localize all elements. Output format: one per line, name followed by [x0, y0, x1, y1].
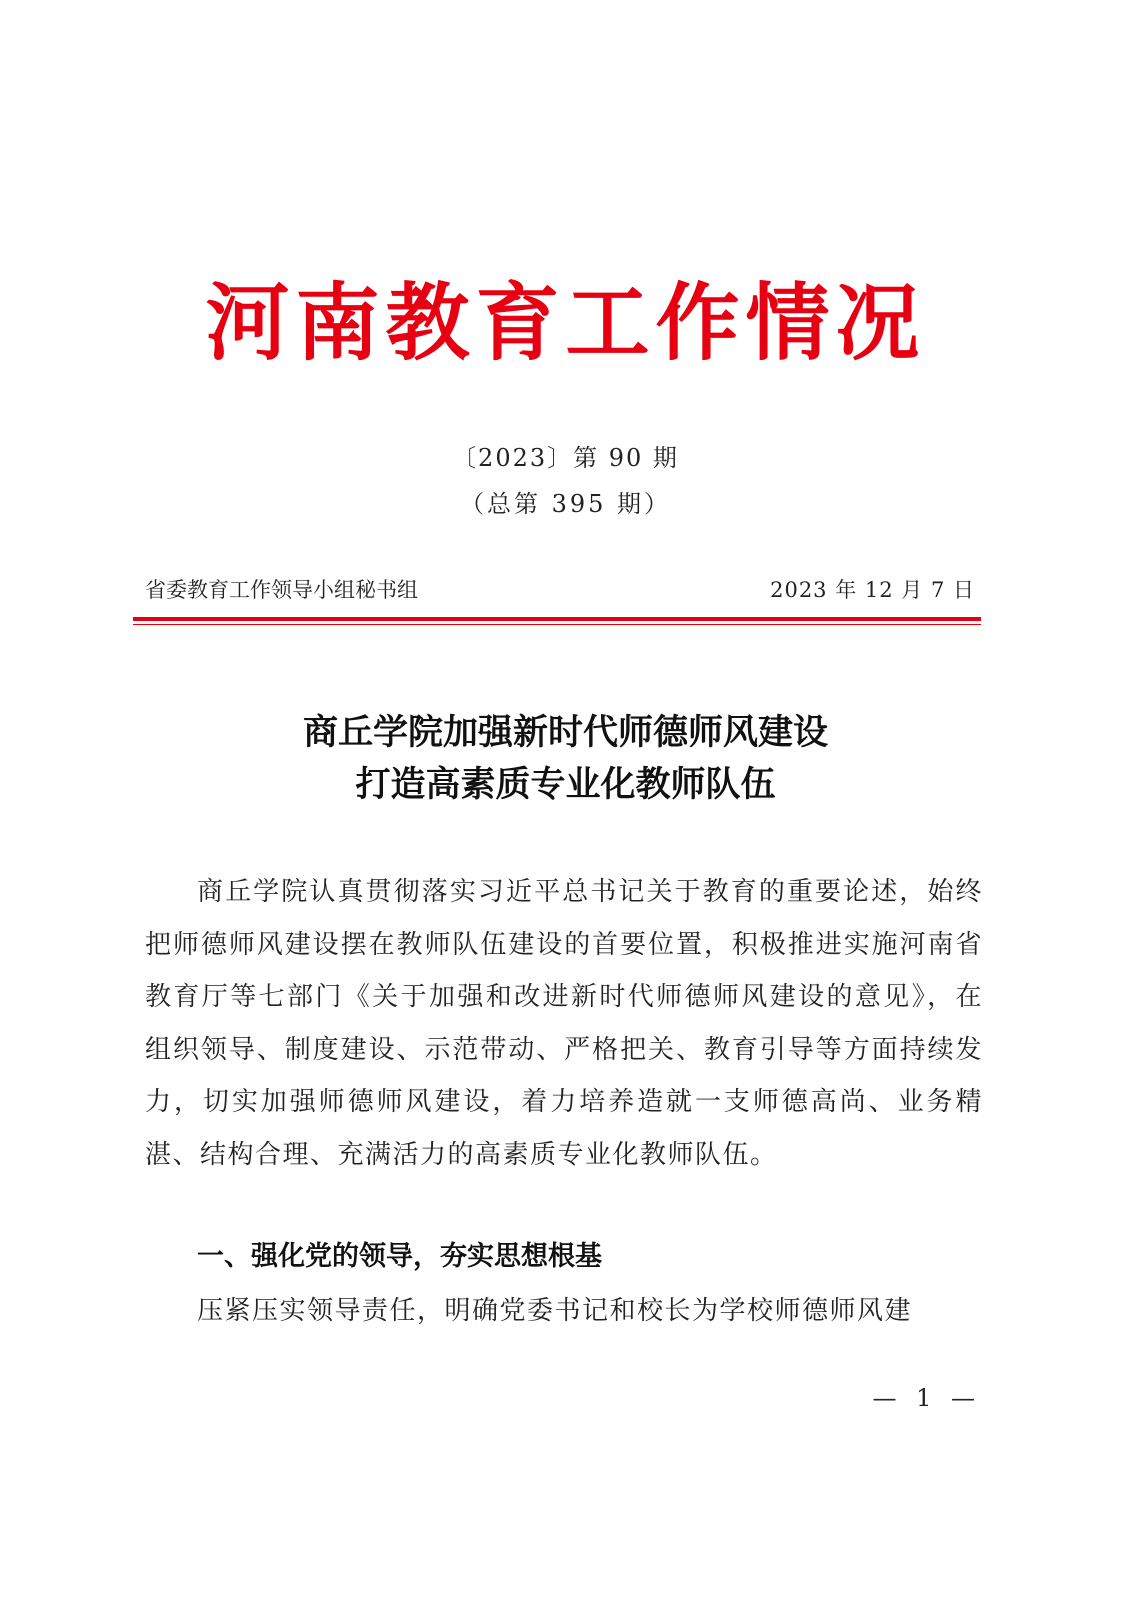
section-heading: 一、强化党的领导，夯实思想根基	[197, 1241, 602, 1272]
issue-date: 2023 年 12 月 7 日	[770, 578, 975, 602]
red-divider-thick	[133, 617, 981, 621]
issuer: 省委教育工作领导小组秘书组	[145, 578, 418, 602]
page-number: — 1 —	[872, 1384, 981, 1412]
masthead-title: 河南教育工作情况	[205, 274, 926, 372]
meta-row	[145, 574, 975, 606]
paragraph-section1: 压紧压实领导责任，明确党委书记和校长为学校师德师风建	[197, 1296, 913, 1326]
issue-total: （总第 395 期）	[459, 490, 672, 518]
red-divider-thin	[133, 624, 981, 625]
paragraph-intro: 商丘学院认真贯彻落实习近平总书记关于教育的重要论述，始终把师德师风建设摆在教师队伍建设的首要位置，积极推进实施河南省教育厅等七部门《关于加强和改进新时代师德师风建设的意见》，在组织领导、制度建设、示范带动、严格把关、教育引导等方面持续发力，切实加强师德师风建设，着力培养造就一支师德高尚、业务精湛、结构合理、充满活力的高素质专业化教师队伍。	[145, 877, 983, 1170]
issue-number: 〔2023〕第 90 期	[452, 444, 679, 472]
article-title-line2: 打造高素质专业化教师队伍	[355, 765, 776, 805]
article-title-line1: 商丘学院加强新时代师德师风建设	[302, 713, 828, 753]
